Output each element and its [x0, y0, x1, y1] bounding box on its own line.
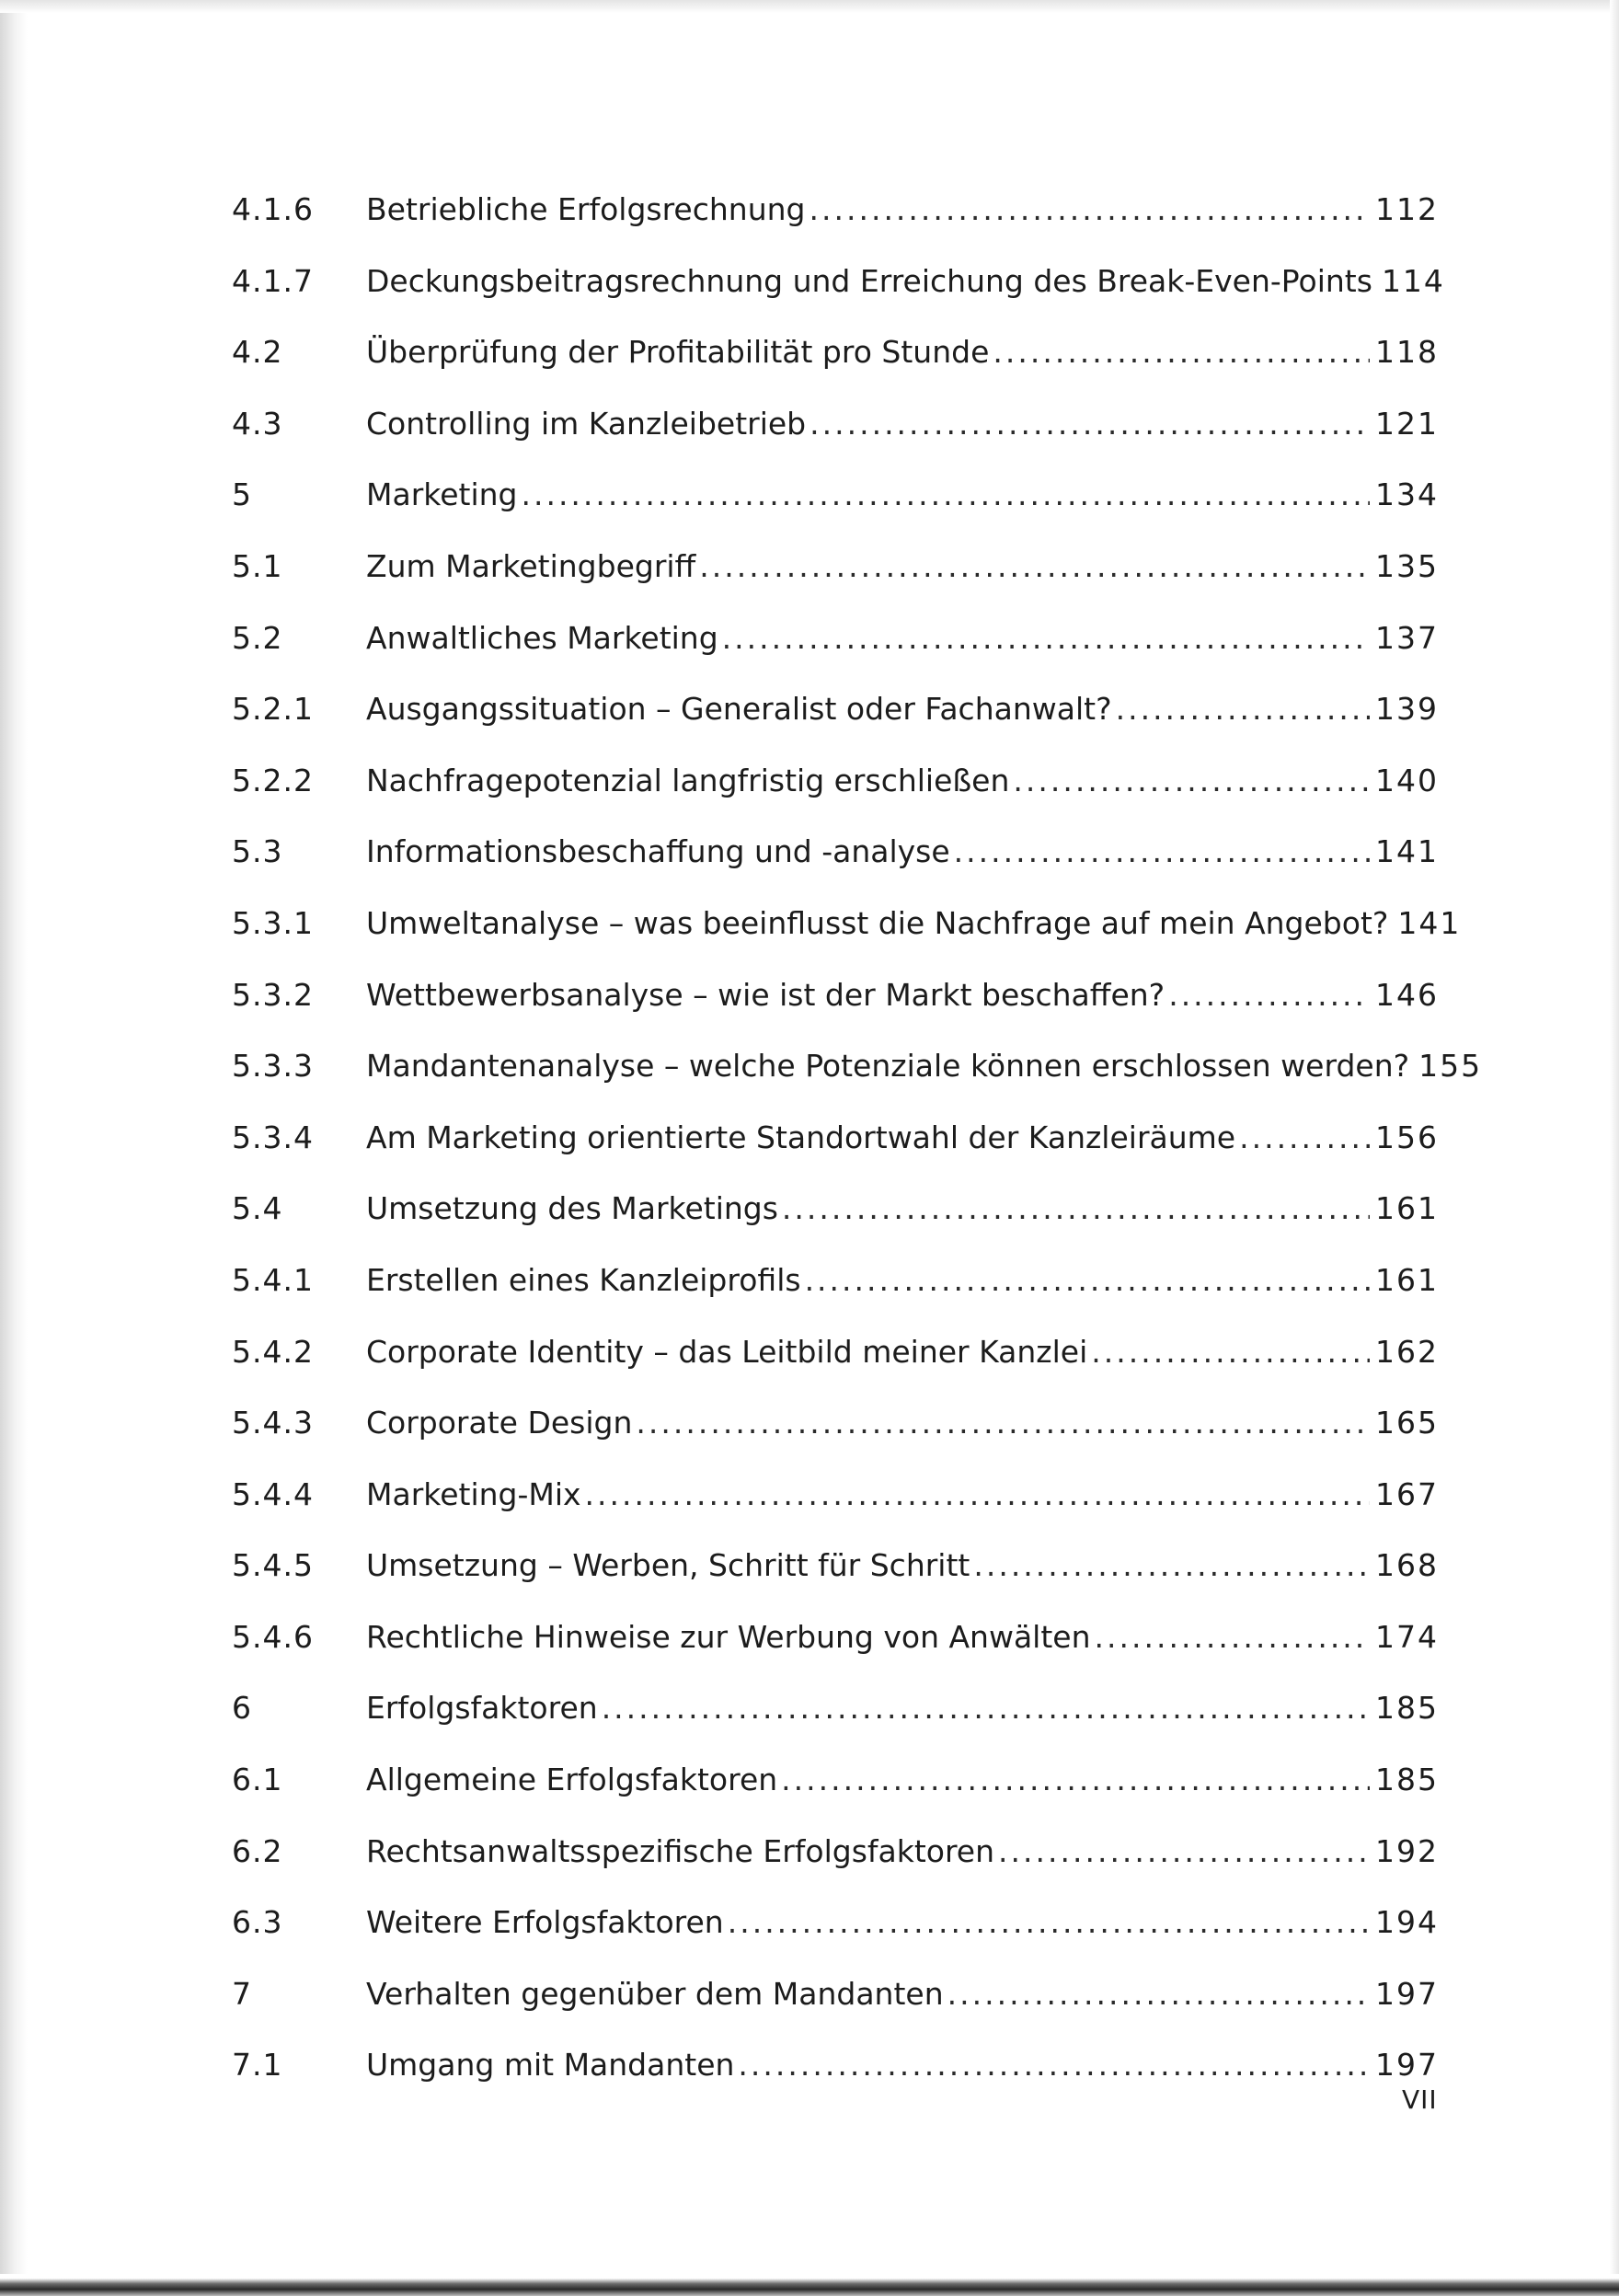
toc-entry-page-number: 114: [1381, 262, 1445, 299]
toc-entry-title: Verhalten gegenüber dem Mandanten: [366, 1975, 944, 2012]
toc-entry[interactable]: [232, 1257, 1439, 1328]
toc-entry-title: Überprüfung der Profitabilität pro Stunde: [366, 334, 990, 371]
toc-entry-number: 7: [232, 1975, 252, 2012]
toc-entry-number: 4.1.7: [232, 262, 314, 299]
toc-entry-page-number: 168: [1375, 1547, 1439, 1584]
toc-dot-leader: [947, 1970, 1370, 2018]
toc-entry-page-number: 194: [1375, 1904, 1439, 1941]
toc-dot-leader: [810, 186, 1371, 234]
toc-entry[interactable]: [232, 757, 1439, 829]
toc-dot-leader: [1239, 1114, 1370, 1162]
toc-entry[interactable]: [232, 328, 1439, 400]
toc-entry-title: Corporate Design: [366, 1405, 633, 1441]
toc-entry-page-number: 155: [1418, 1048, 1483, 1085]
toc-entry-number: 5.2: [232, 619, 283, 656]
toc-entry[interactable]: [232, 2041, 1439, 2113]
toc-entry-page-number: 121: [1375, 405, 1439, 442]
toc-entry-title: Umsetzung – Werben, Schritt für Schritt: [366, 1547, 970, 1584]
toc-entry-page-number: 118: [1375, 334, 1439, 371]
toc-entry-title: Am Marketing orientierte Standortwahl der Kanzleiräume: [366, 1119, 1236, 1155]
toc-dot-leader: [585, 1471, 1370, 1519]
toc-entry-number: 5.3.4: [232, 1119, 314, 1155]
toc-dot-leader: [1013, 757, 1370, 805]
toc-entry[interactable]: [232, 471, 1439, 543]
toc-entry[interactable]: [232, 1471, 1439, 1543]
toc-entry-number: 5.2.1: [232, 691, 314, 728]
toc-entry[interactable]: [232, 1328, 1439, 1400]
toc-entry-page-number: 192: [1375, 1832, 1439, 1869]
toc-entry-title: Umsetzung des Marketings: [366, 1190, 778, 1227]
toc-dot-leader: [805, 1257, 1370, 1304]
page-right-edge: [1610, 0, 1619, 2296]
toc-entry-page-number: 137: [1375, 619, 1439, 656]
toc-entry-title: Allgemeine Erfolgsfaktoren: [366, 1762, 778, 1798]
toc-entry[interactable]: [232, 828, 1439, 900]
page-bottom-edge: [0, 2274, 1619, 2296]
toc-dot-leader: [998, 1828, 1370, 1876]
toc-entry-page-number: 165: [1375, 1405, 1439, 1441]
toc-entry-number: 4.2: [232, 334, 283, 371]
table-of-contents: [232, 186, 1483, 2113]
toc-entry-number: 6.1: [232, 1762, 283, 1798]
toc-entry-page-number: 139: [1375, 691, 1439, 728]
toc-entry-number: 5.4.5: [232, 1547, 314, 1584]
toc-entry-number: 5.4.6: [232, 1618, 314, 1655]
toc-entry-number: 6.2: [232, 1832, 283, 1869]
toc-entry[interactable]: [232, 1114, 1439, 1186]
toc-entry-number: 5: [232, 476, 252, 513]
toc-entry[interactable]: [232, 1399, 1439, 1471]
toc-entry-page-number: 197: [1375, 2047, 1439, 2084]
toc-dot-leader: [782, 1185, 1370, 1233]
toc-entry[interactable]: [232, 1899, 1439, 1970]
toc-entry-number: 4.3: [232, 405, 283, 442]
toc-entry-title: Mandantenanalyse – welche Potenziale können erschlossen werden?: [366, 1048, 1410, 1085]
toc-entry-number: 5.2.2: [232, 762, 314, 798]
toc-entry-page-number: 197: [1375, 1975, 1439, 2012]
toc-entry-number: 5.4.3: [232, 1405, 314, 1441]
toc-entry-title: Zum Marketingbegriff: [366, 547, 696, 584]
toc-entry-number: 5.3.3: [232, 1048, 314, 1085]
toc-entry-page-number: 134: [1375, 476, 1439, 513]
toc-entry[interactable]: [232, 1613, 1439, 1685]
toc-dot-leader: [1095, 1613, 1370, 1661]
toc-entry-title: Betriebliche Erfolgsrechnung: [366, 191, 806, 227]
toc-entry-title: Ausgangssituation – Generalist oder Fachanwalt?: [366, 691, 1112, 728]
toc-entry-title: Corporate Identity – das Leitbild meiner Kanzlei: [366, 1333, 1088, 1370]
toc-dot-leader: [636, 1399, 1370, 1447]
toc-entry-page-number: 174: [1375, 1618, 1439, 1655]
toc-entry-page-number: 156: [1375, 1119, 1439, 1155]
toc-entry-title: Controlling im Kanzleibetrieb: [366, 405, 807, 442]
toc-entry-page-number: 141: [1397, 904, 1462, 941]
toc-entry-page-number: 161: [1375, 1261, 1439, 1298]
toc-entry-page-number: 167: [1375, 1475, 1439, 1512]
page-binding-shadow: [0, 0, 28, 2296]
toc-entry-title: Marketing-Mix: [366, 1475, 581, 1512]
toc-entry-page-number: 146: [1375, 976, 1439, 1013]
toc-entry[interactable]: [232, 1042, 1483, 1114]
toc-entry-page-number: 162: [1375, 1333, 1439, 1370]
toc-dot-leader: [1091, 1328, 1370, 1376]
toc-dot-leader: [973, 1542, 1370, 1590]
toc-entry[interactable]: [232, 1185, 1439, 1257]
toc-entry[interactable]: [232, 400, 1439, 472]
toc-entry-title: Rechtliche Hinweise zur Werbung von Anwälten: [366, 1618, 1091, 1655]
toc-entry[interactable]: [232, 186, 1439, 258]
toc-entry-number: 5.3.2: [232, 976, 314, 1013]
toc-entry-title: Umgang mit Mandanten: [366, 2047, 735, 2084]
toc-entry[interactable]: [232, 971, 1439, 1043]
toc-entry[interactable]: [232, 1756, 1439, 1828]
toc-entry-number: 7.1: [232, 2047, 283, 2084]
toc-entry-number: 6.3: [232, 1904, 283, 1941]
toc-entry-number: 4.1.6: [232, 191, 314, 227]
page-folio: VII: [1402, 2084, 1438, 2115]
toc-entry-title: Marketing: [366, 476, 518, 513]
toc-entry-title: Erfolgsfaktoren: [366, 1690, 598, 1727]
toc-entry-title: Anwaltliches Marketing: [366, 619, 718, 656]
toc-entry-number: 5.1: [232, 547, 283, 584]
toc-entry[interactable]: [232, 900, 1462, 971]
toc-entry-page-number: 161: [1375, 1190, 1439, 1227]
toc-entry-title: Wettbewerbsanalyse – wie ist der Markt beschaffen?: [366, 976, 1165, 1013]
toc-dot-leader: [954, 828, 1370, 876]
toc-entry-page-number: 140: [1375, 762, 1439, 798]
toc-entry[interactable]: [232, 1970, 1439, 2042]
page-top-edge: [0, 0, 1619, 13]
toc-entry-page-number: 185: [1375, 1762, 1439, 1798]
toc-entry[interactable]: [232, 1684, 1439, 1756]
toc-entry-number: 5.4.1: [232, 1261, 314, 1298]
toc-dot-leader: [722, 614, 1370, 662]
toc-entry-title: Nachfragepotenzial langfristig erschließen: [366, 762, 1010, 798]
toc-entry-number: 5.4: [232, 1190, 283, 1227]
toc-dot-leader: [781, 1756, 1370, 1804]
toc-entry-title: Informationsbeschaffung und -analyse: [366, 833, 950, 870]
toc-entry-number: 5.3: [232, 833, 283, 870]
toc-entry[interactable]: [232, 543, 1439, 614]
toc-dot-leader: [738, 2041, 1370, 2089]
toc-entry[interactable]: [232, 1542, 1439, 1613]
toc-entry[interactable]: [232, 685, 1439, 757]
toc-entry-number: 5.4.4: [232, 1475, 314, 1512]
toc-entry-page-number: 112: [1375, 191, 1439, 227]
toc-dot-leader: [1116, 685, 1370, 733]
toc-entry-title: Erstellen eines Kanzleiprofils: [366, 1261, 801, 1298]
toc-entry[interactable]: [232, 614, 1439, 686]
toc-entry-page-number: 135: [1375, 547, 1439, 584]
toc-entry-title: Deckungsbeitragsrechnung und Erreichung des Break-Even-Points: [366, 262, 1372, 299]
toc-dot-leader: [699, 543, 1370, 591]
toc-entry-number: 5.3.1: [232, 904, 314, 941]
toc-entry-page-number: 185: [1375, 1690, 1439, 1727]
toc-dot-leader: [1168, 971, 1370, 1019]
toc-entry-page-number: 141: [1375, 833, 1439, 870]
toc-dot-leader: [602, 1684, 1370, 1732]
toc-entry[interactable]: [232, 258, 1445, 329]
toc-entry[interactable]: [232, 1828, 1439, 1900]
toc-dot-leader: [810, 400, 1370, 448]
toc-entry-number: 5.4.2: [232, 1333, 314, 1370]
toc-dot-leader: [521, 471, 1370, 519]
toc-dot-leader: [993, 328, 1370, 376]
toc-entry-number: 6: [232, 1690, 252, 1727]
toc-dot-leader: [728, 1899, 1370, 1946]
toc-entry-title: Weitere Erfolgsfaktoren: [366, 1904, 724, 1941]
toc-entry-title: Rechtsanwaltsspezifische Erfolgsfaktoren: [366, 1832, 995, 1869]
toc-entry-title: Umweltanalyse – was beeinflusst die Nachfrage auf mein Angebot?: [366, 904, 1389, 941]
